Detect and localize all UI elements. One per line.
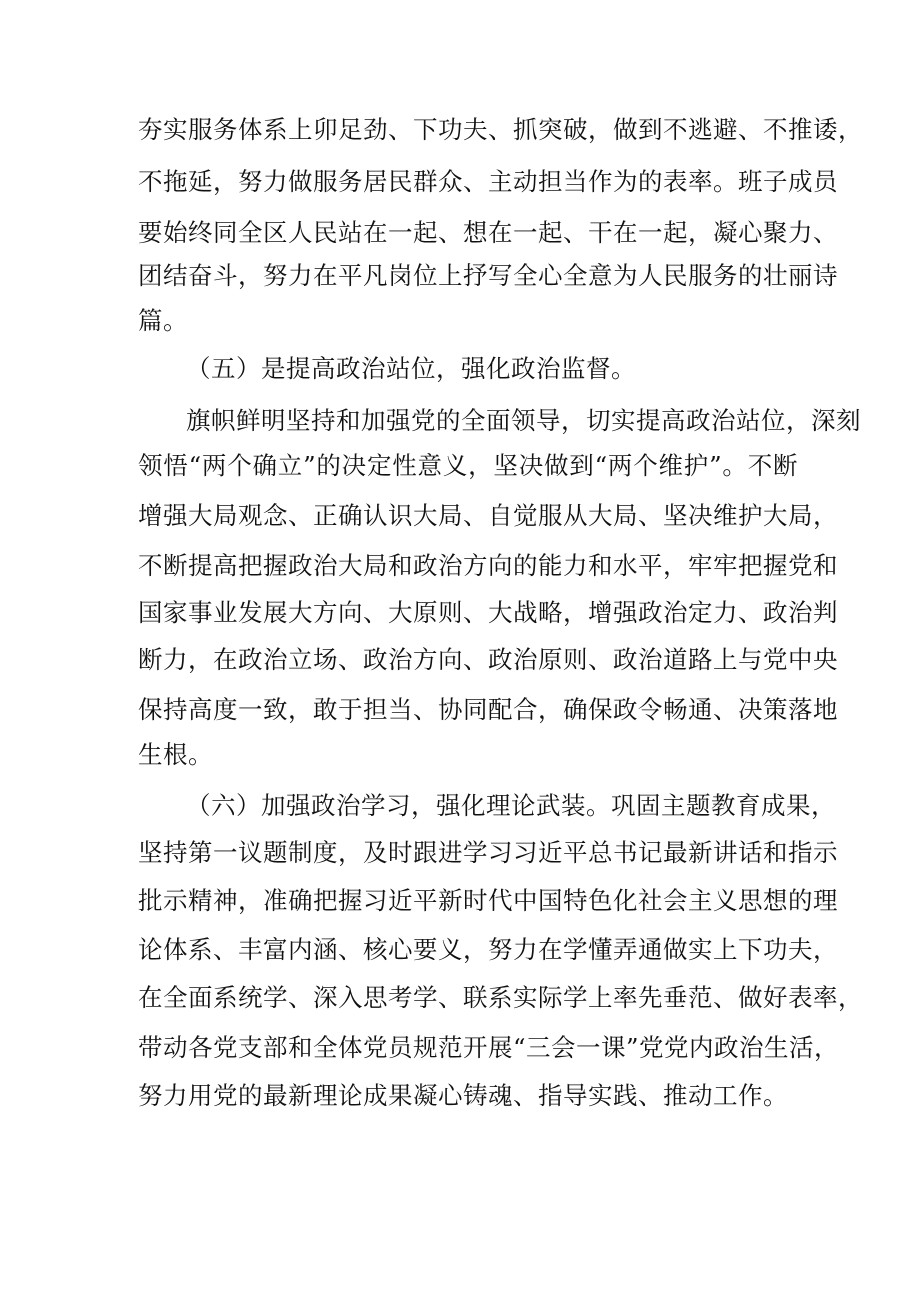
section-heading-5: （五）是提高政治站位，强化政治监督。 (186, 354, 636, 383)
body-text-line: 增强大局观念、正确认识大局、自觉服从大局、坚决维护大局， (138, 501, 838, 530)
body-text-line: 旗帜鲜明坚持和加强党的全面领导，切实提高政治站位，深刻 (186, 406, 861, 435)
body-text-line: 坚持第一议题制度，及时跟进学习习近平总书记最新讲话和指示 (138, 838, 838, 867)
body-text-line: 论体系、丰富内涵、核心要义，努力在学懂弄通做实上下功夫， (138, 935, 838, 964)
body-text-line: 努力用党的最新理论成果凝心铸魂、指导实践、推动工作。 (138, 1081, 788, 1110)
body-text-line: 不断提高把握政治大局和政治方向的能力和水平，牢牢把握党和 (138, 551, 838, 580)
body-text-line: 团结奋斗，努力在平凡岗位上抒写全心全意为人民服务的壮丽诗 (138, 261, 838, 290)
body-text-line: 夯实服务体系上卯足劲、下功夫、抓突破，做到不逃避、不推诿， (138, 115, 863, 144)
body-text-line: 带动各党支部和全体党员规范开展“三会一课”党党内政治生活， (138, 1033, 840, 1062)
body-text-line: 国家事业发展大方向、大原则、大战略，增强政治定力、政治判 (138, 598, 838, 627)
body-text-line: 要始终同全区人民站在一起、想在一起、干在一起，凝心聚力、 (138, 218, 838, 247)
body-text-line: 生根。 (138, 740, 213, 769)
body-text-line: 批示精神，准确把握习近平新时代中国特色化社会主义思想的理 (138, 886, 838, 915)
body-text-line: 保持高度一致，敢于担当、协同配合，确保政令畅通、决策落地 (138, 695, 838, 724)
body-text-line: 断力，在政治立场、政治方向、政治原则、政治道路上与党中央 (138, 645, 838, 674)
body-text-line: 在全面系统学、深入思考学、联系实际学上率先垂范、做好表率， (138, 983, 863, 1012)
section-heading-6: （六）加强政治学习，强化理论武装。巩固主题教育成果， (186, 791, 836, 820)
body-text-line: 篇。 (138, 306, 188, 335)
body-text-line: 不拖延，努力做服务居民群众、主动担当作为的表率。班子成员 (138, 167, 838, 196)
body-text-line: 领悟“两个确立”的决定性意义，坚决做到“两个维护”。不断 (138, 451, 798, 480)
